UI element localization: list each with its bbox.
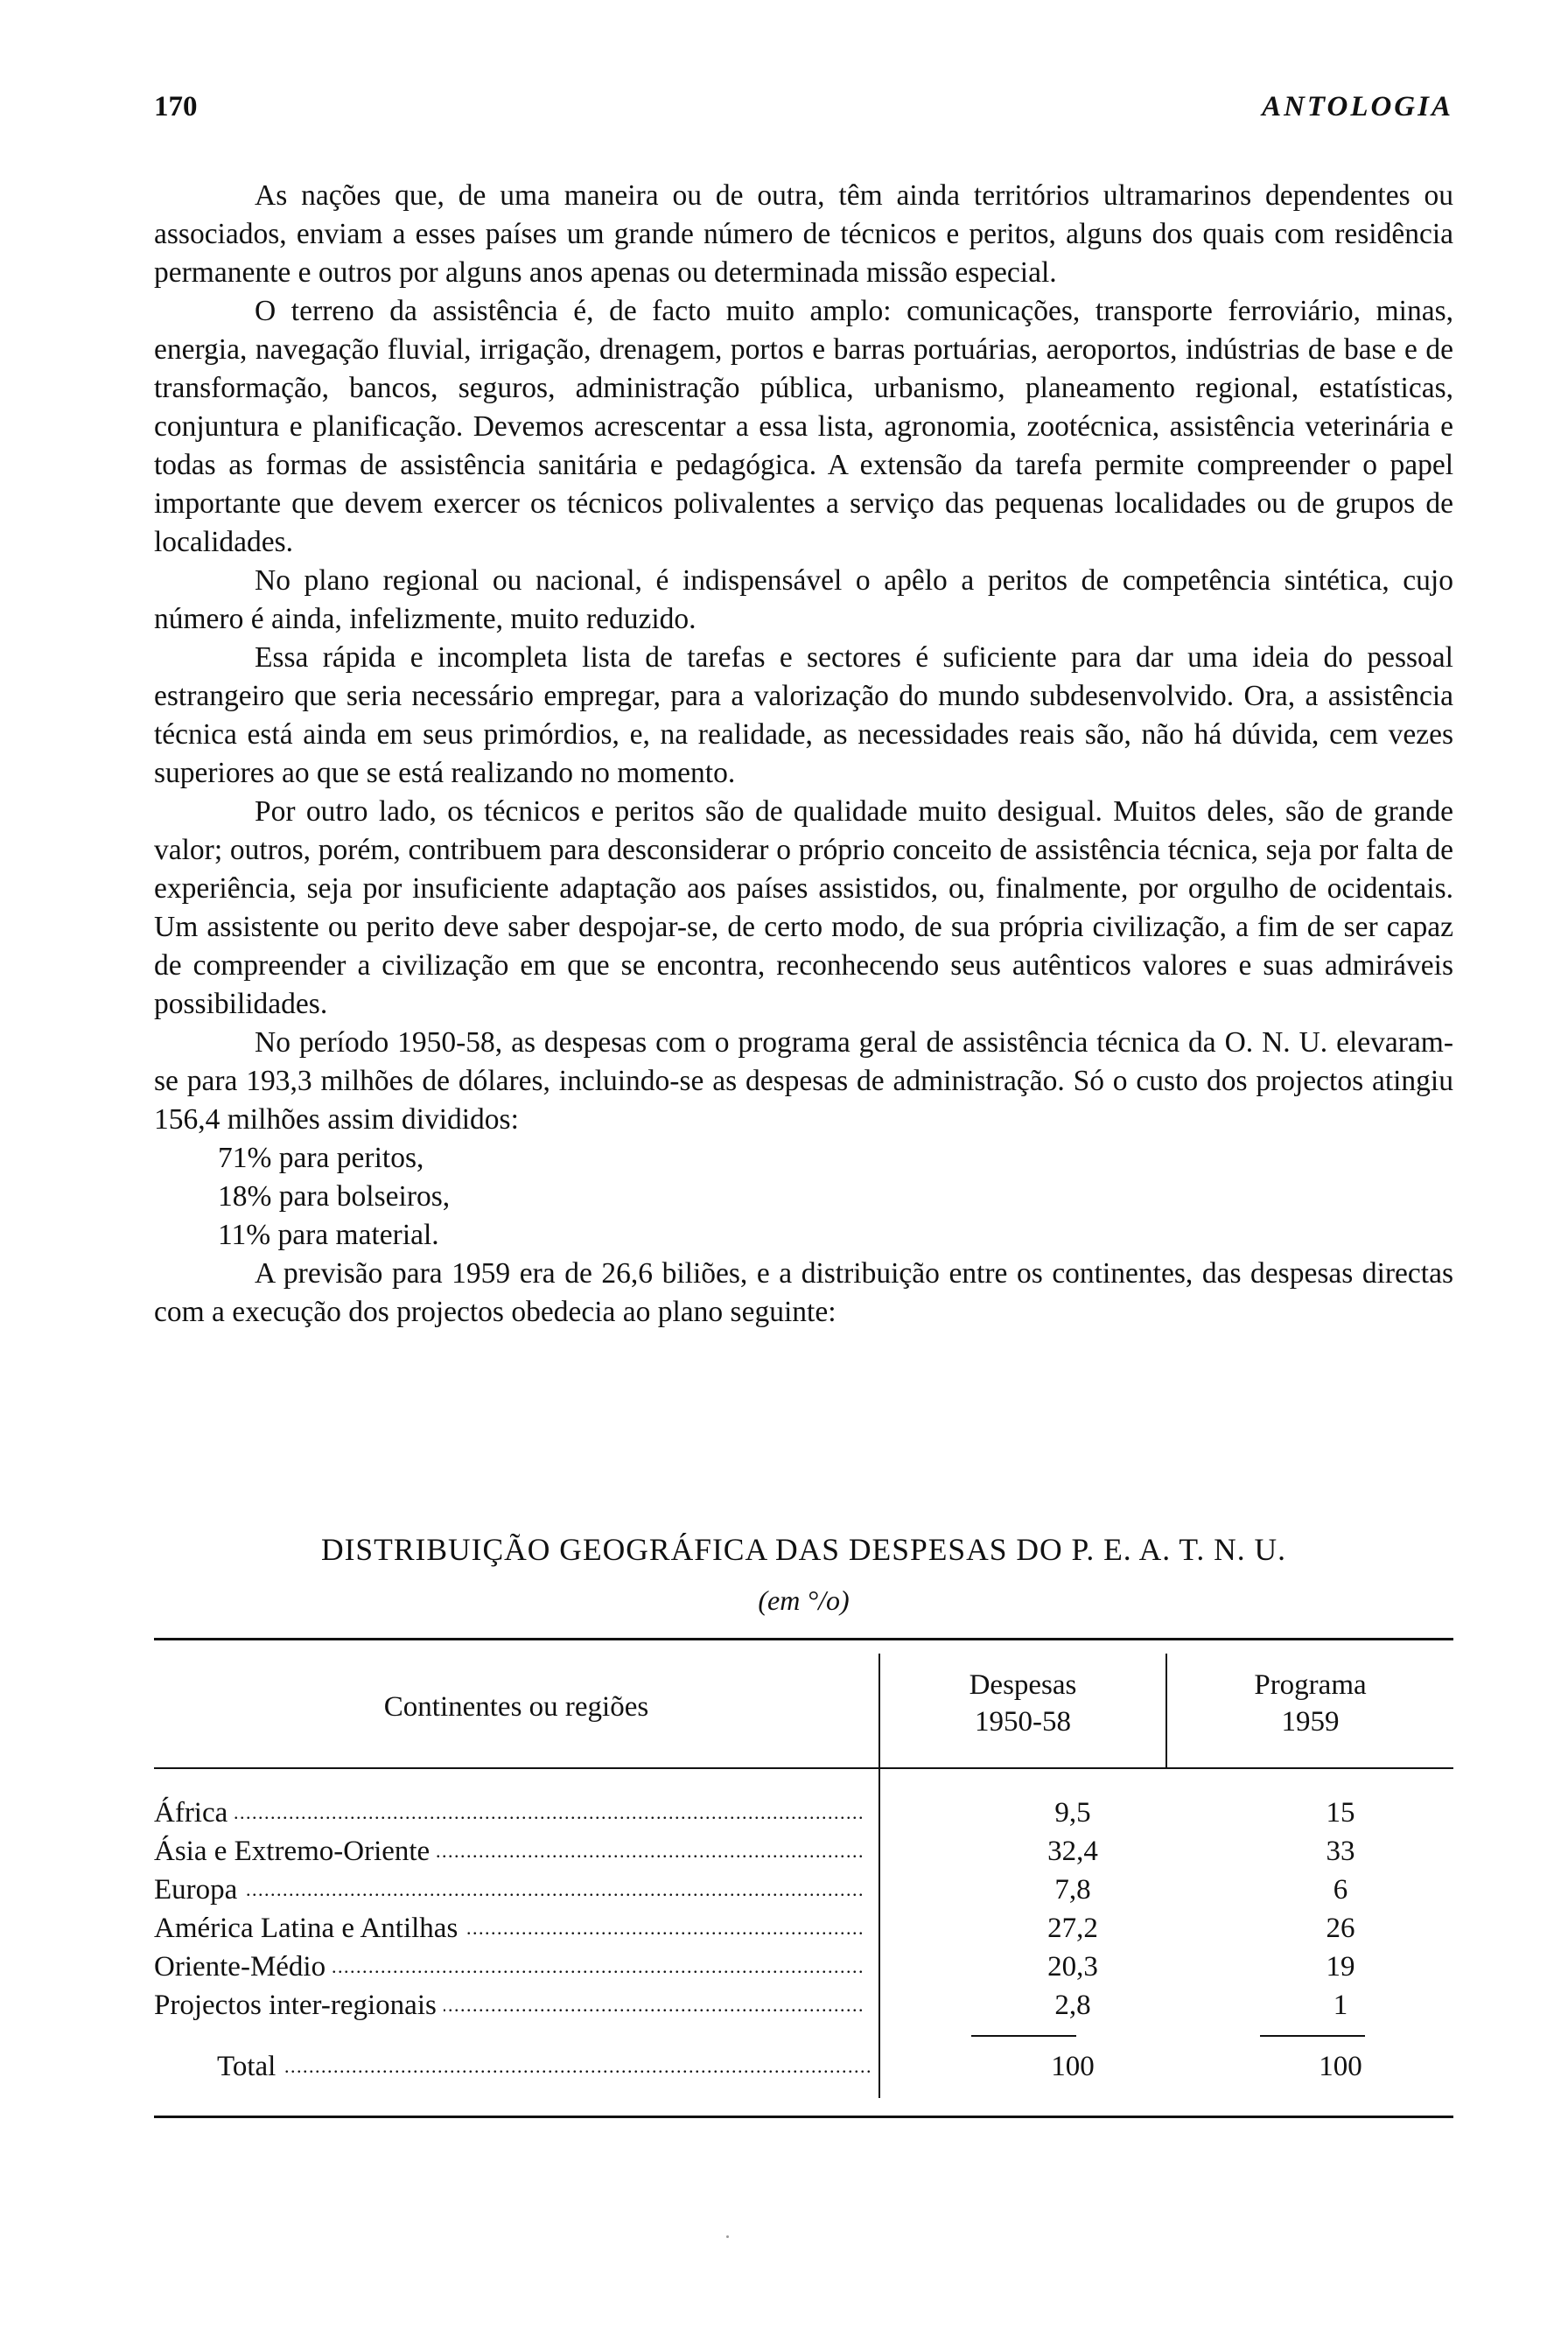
row-region: América Latina e Antilhas — [154, 1913, 465, 1944]
row-programa: 15 — [1326, 1797, 1355, 1829]
running-title: ANTOLOGIA — [1262, 91, 1453, 122]
column-header-programa — [1167, 1667, 1453, 1740]
total-label: Total — [217, 2051, 283, 2082]
table-header-rule — [154, 1767, 1453, 1769]
body-text — [154, 177, 1453, 1332]
row-programa: 6 — [1333, 1874, 1348, 1906]
table-row — [154, 1871, 1453, 1909]
row-region: Ásia e Extremo-Oriente — [154, 1836, 437, 1867]
page-number: 170 — [154, 91, 198, 122]
row-region: África — [154, 1797, 234, 1829]
list-item: 18% para bolseiros, — [218, 1180, 451, 1213]
row-programa: 1 — [1333, 1990, 1348, 2021]
table-title: DISTRIBUIÇÃO GEOGRÁFICA DAS DESPESAS DO P. E. A. T. N. U. — [320, 1532, 1287, 1567]
row-despesas: 9,5 — [1054, 1797, 1091, 1829]
row-despesas: 2,8 — [1054, 1990, 1091, 2021]
paragraph: A previsão para 1959 era de 26,6 biliões, e a distribuição entre os continentes, das despesas directas com a execução dos projectos obedecia ao plano seguinte: — [154, 1257, 1453, 1328]
row-despesas: 27,2 — [1047, 1913, 1098, 1944]
total-despesas: 100 — [1051, 2051, 1095, 2082]
table-row — [154, 1986, 1453, 2025]
row-programa: 26 — [1326, 1913, 1355, 1944]
column-header-line: 1959 — [1281, 1706, 1340, 1738]
table-row — [154, 1794, 1453, 1832]
sum-rule — [1260, 2035, 1365, 2037]
paragraph: Essa rápida e incompleta lista de tarefas e sectores é suficiente para dar uma ideia do pessoal estrangeiro que seria necessário empregar, para a valorização do mundo subdesenvolvido. Ora, a assistência técnica está ainda em seus primórdios, e, na realidade, as necessidades reais são, não há dúvida, cem vezes superiores ao que se está realizando no momento. — [154, 641, 1453, 789]
column-header-line: 1950-58 — [975, 1706, 1071, 1738]
paragraph: Por outro lado, os técnicos e peritos são de qualidade muito desigual. Muitos deles, são de grande valor; outros, porém, contribuem para desconsiderar o próprio conceito de assistência técnica, seja por falta de experiência, seja por insuficiente adaptação aos países assistidos, ou, finalmente, por orgulho de ocidentais. Um assistente ou perito deve saber despojar-se, de certo modo, de sua própria civilização, a fim de ser capaz de compreender a civilização em que se encontra, reconhecendo seus autênticos valores e suas admiráveis possibilidades. — [154, 795, 1453, 1020]
table-bottom-rule — [154, 2116, 1453, 2118]
column-header-region: Continentes ou regiões — [383, 1691, 649, 1723]
column-header-line: Programa — [1254, 1669, 1367, 1701]
paragraph: As nações que, de uma maneira ou de outra, têm ainda territórios ultramarinos dependentes ou associados, enviam a esses países um grande número de técnicos e peritos, alguns dos quais com residência permanente e outros por alguns anos apenas ou determinada missão especial. — [154, 179, 1453, 289]
scan-speck — [726, 2235, 729, 2238]
table-row — [154, 1948, 1453, 1986]
row-despesas: 32,4 — [1047, 1836, 1098, 1867]
table-total-row — [154, 2047, 1453, 2086]
row-region: Europa — [154, 1874, 244, 1906]
row-despesas: 7,8 — [1054, 1874, 1091, 1906]
row-despesas: 20,3 — [1047, 1951, 1098, 1983]
page-header — [154, 91, 1453, 135]
row-region: Projectos inter-regionais — [154, 1990, 444, 2021]
table-row — [154, 1832, 1453, 1871]
column-header-line: Despesas — [969, 1669, 1077, 1701]
total-programa: 100 — [1319, 2051, 1362, 2082]
paragraph: No plano regional ou nacional, é indispensável o apêlo a peritos de competência sintética, cujo número é ainda, infelizmente, muito reduzido. — [154, 564, 1453, 635]
list-item: 71% para peritos, — [218, 1142, 424, 1174]
column-header-despesas — [880, 1667, 1166, 1740]
table-row — [154, 1909, 1453, 1948]
row-programa: 33 — [1326, 1836, 1355, 1867]
table-unit: (em °/o) — [758, 1584, 850, 1616]
paragraph: O terreno da assistência é, de facto muito amplo: comunicações, transporte ferroviário, minas, energia, navegação fluvial, irrigação, drenagem, portos e barras portuárias, aeroportos, indústrias de base e de transformação, bancos, seguros, administração pública, urbanismo, planeamento regional, estatísticas, conjuntura e planificação. Devemos acrescentar a essa lista, agronomia, zootécnica, assistência veterinária e todas as formas de assistência sanitária e pedagógica. A extensão da tarefa permite compreender o papel importante que devem exercer os técnicos polivalentes a serviço das pequenas localidades ou de grupos de localidades. — [154, 295, 1453, 558]
percent-list — [154, 1139, 1453, 1255]
row-region: Oriente-Médio — [154, 1951, 332, 1983]
table-top-rule — [154, 1638, 1453, 1640]
list-item: 11% para material. — [218, 1219, 439, 1251]
row-programa: 19 — [1326, 1951, 1355, 1983]
sum-rule — [971, 2035, 1076, 2037]
paragraph: No período 1950-58, as despesas com o programa geral de assistência técnica da O. N. U. elevaram-se para 193,3 milhões de dólares, incluindo-se as despesas de administração. Só o custo dos projectos atingiu 156,4 milhões assim divididos: — [154, 1026, 1453, 1136]
